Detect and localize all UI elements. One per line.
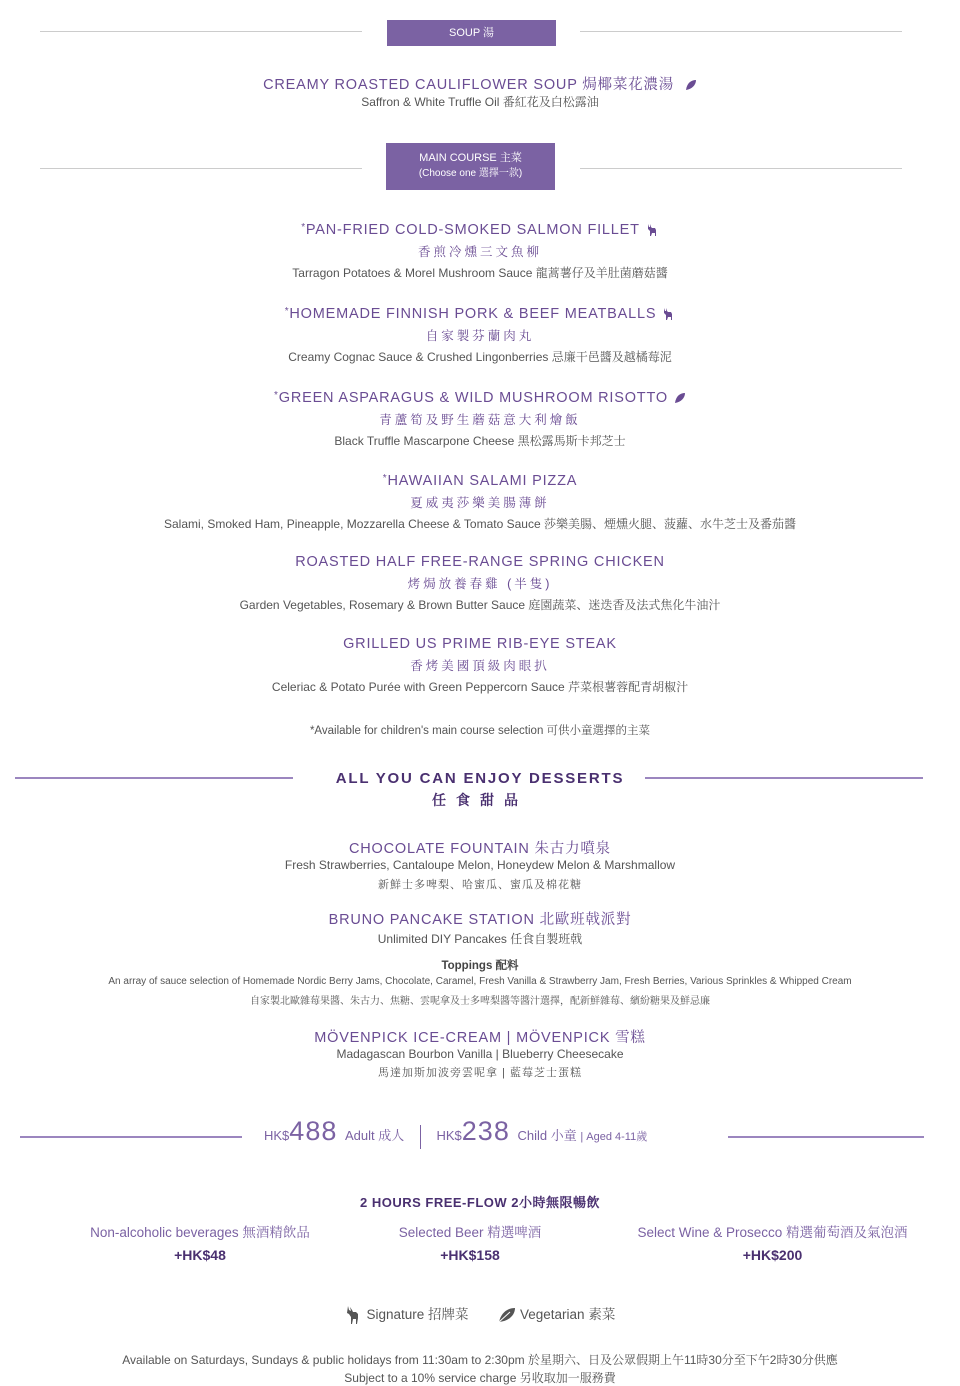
chocolate-fountain-desc-zh: 新鮮士多啤梨、哈蜜瓜、蜜瓜及棉花糖 [378,879,582,891]
price-row: HK$488 Adult 成人 HK$238 Child 小童 | Aged 4-11歲 [264,1116,724,1149]
freeflow-option-wine: Select Wine & Prosecco 精選葡萄酒及氣泡酒 +HK$200 [637,1225,908,1263]
adult-label: Adult 成人 [344,1128,405,1143]
child-label: Child 小童 [517,1128,577,1143]
main-dish-title-zh: 香煎冷燻三文魚柳 [417,245,542,259]
soup-dish-title: CREAMY ROASTED CAULIFLOWER SOUP 焗椰菜花濃湯 [0,73,960,94]
leaf-icon [674,392,686,404]
ice-cream-title: MÖVENPICK ICE-CREAM | MÖVENPICK 雪糕 [314,1030,646,1046]
availability-note: Available on Saturdays, Sundays & public holidays from 11:30am to 2:30pm 於星期六、日及公眾假期上午11時30分至下午2時30分供應 [122,1353,838,1367]
child-age: | Aged 4-11歲 [580,1131,648,1143]
divider [580,168,902,169]
divider [645,777,923,779]
toppings-desc-zh: 自家製北歐雜莓果醬、朱古力、焦糖、雲呢拿及士多啤梨醬等醬汁選擇，配新鮮雜莓、繽紛糖果及鮮忌廉 [250,996,710,1007]
divider [728,1136,924,1138]
main-dish-title-zh: 自家製芬蘭肉丸 [425,329,535,343]
main-dish-title-zh: 夏威夷莎樂美腸薄餅 [410,496,550,510]
main-dish-title-zh: 青蘆筍及野生蘑菇意大利燴飯 [379,413,581,427]
divider [40,168,362,169]
main-dish-title: *GREEN ASPARAGUS & WILD MUSHROOM RISOTTO [0,390,960,406]
divider [40,31,362,32]
adult-price: 488 [289,1116,338,1146]
chocolate-fountain-title: CHOCOLATE FOUNTAIN 朱古力噴泉 [349,841,611,857]
divider [20,1136,242,1138]
ice-cream-desc: Madagascan Bourbon Vanilla | Blueberry Cheesecake [336,1047,624,1061]
main-dish-title: GRILLED US PRIME RIB-EYE STEAK [343,636,617,652]
freeflow-option-beer: Selected Beer 精選啤酒 +HK$158 [398,1225,542,1263]
children-note: *Available for children's main course selection 可供小童選擇的主菜 [309,725,651,737]
desserts-title: ALL YOU CAN ENJOY DESSERTS [335,770,625,787]
main-dish-desc: Tarragon Potatoes & Morel Mushroom Sauce 龍蒿薯仔及羊肚菌蘑菇醬 [292,266,668,280]
main-dish-title: *PAN-FRIED COLD-SMOKED SALMON FILLET [0,222,960,238]
deer-icon [662,307,675,321]
main-dish-desc: Celeriac & Potato Purée with Green Peppercorn Sauce 芹菜根薯蓉配青胡椒汁 [271,680,689,694]
main-dish-desc: Salami, Smoked Ham, Pineapple, Mozzarella Cheese & Tomato Sauce 莎樂美腸、煙燻火腿、菠蘿、水牛芝士及番茄醬 [164,517,796,531]
service-charge-note: Subject to a 10% service charge 另收取加一服務費 [344,1371,616,1385]
children-available-marker: * [382,473,388,484]
main-dish-desc: Creamy Cognac Sauce & Crushed Lingonberries 忌廉干邑醬及越橘莓泥 [288,350,672,364]
legend: Signature 招牌菜 Vegetarian 素菜 [0,1303,960,1325]
chocolate-fountain-desc: Fresh Strawberries, Cantaloupe Melon, Honeydew Melon & Marshmallow [284,858,676,872]
leaf-icon [685,79,697,91]
soup-dish-desc: Saffron & White Truffle Oil 番紅花及白松露油 [361,95,599,109]
deer-icon [345,1305,363,1325]
pancake-station-desc: Unlimited DIY Pancakes 任食自製班戟 [377,932,583,946]
soup-header: SOUP 湯 [387,20,556,46]
deer-icon [646,223,659,237]
desserts-title-zh: 任食甜品 [432,792,528,808]
main-dish-title: *HAWAIIAN SALAMI PIZZA [382,473,578,489]
freeflow-option-nonalcoholic: Non-alcoholic beverages 無酒精飲品 +HK$48 [90,1225,310,1263]
price-separator [420,1125,421,1149]
main-dish-title: *HOMEMADE FINNISH PORK & BEEF MEATBALLS [0,306,960,322]
main-dish-desc: Garden Vegetables, Rosemary & Brown Butter Sauce 庭園蔬菜、迷迭香及法式焦化牛油汁 [239,598,721,612]
main-dish-title: ROASTED HALF FREE-RANGE SPRING CHICKEN [295,554,665,570]
main-dish-desc: Black Truffle Mascarpone Cheese 黑松露馬斯卡邦芝士 [334,434,626,448]
children-available-marker: * [284,306,290,317]
ice-cream-desc-zh: 馬達加斯加波旁雲呢拿 | 藍莓芝士蛋糕 [378,1067,582,1079]
main-dish-title-zh: 烤焗放養春雞 (半隻) [407,577,553,591]
pancake-station-title: BRUNO PANCAKE STATION 北歐班戟派對 [328,912,632,928]
leaf-icon [498,1307,516,1323]
main-course-header: MAIN COURSE 主菜 (Choose one 選擇一款) [386,143,555,190]
toppings-label: Toppings 配料 [441,960,519,972]
divider [580,31,902,32]
main-dish-title-zh: 香烤美國頂級肉眼扒 [410,659,550,673]
children-available-marker: * [274,390,279,401]
freeflow-title: 2 HOURS FREE-FLOW 2小時無限暢飲 [359,1195,600,1210]
children-available-marker: * [301,222,306,233]
child-price: 238 [461,1116,510,1146]
toppings-desc: An array of sauce selection of Homemade Nordic Berry Jams, Chocolate, Caramel, Fresh Vanilla & Strawberry Jam, Fresh Berries, Various Sprinkles & Whipped Cream [108,976,852,987]
